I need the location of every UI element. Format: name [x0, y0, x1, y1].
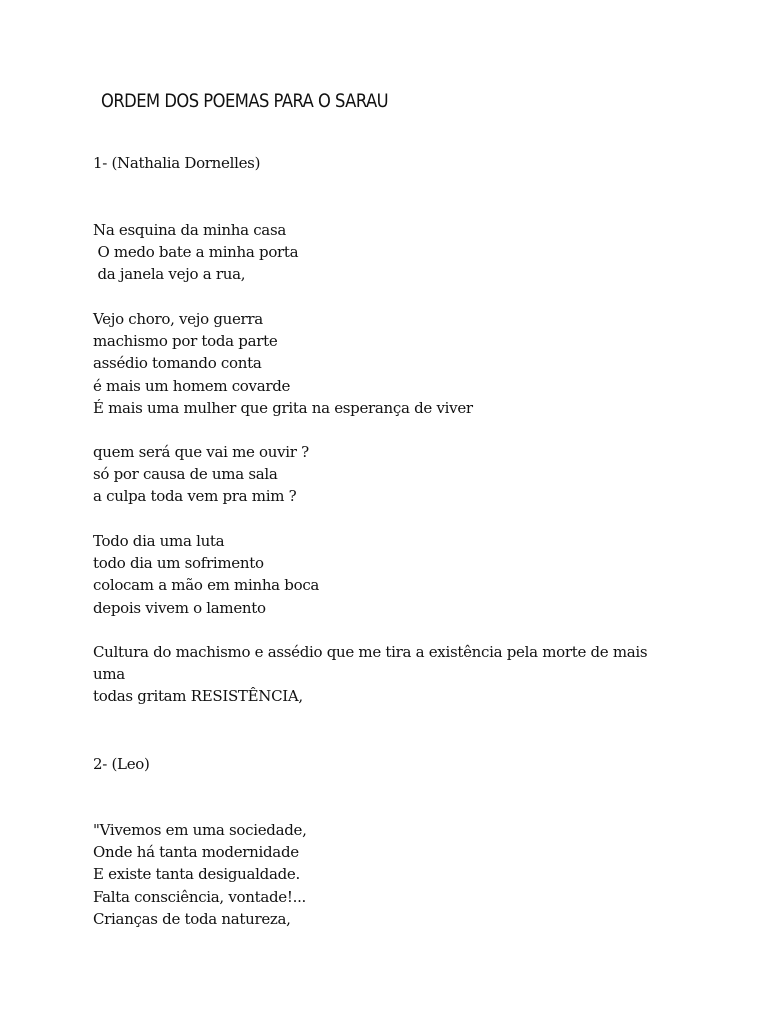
- poem-line: da janela vejo a rua,: [93, 265, 246, 284]
- poem-line: a culpa toda vem pra mim ?: [93, 487, 297, 506]
- poem-1-stanza-5: [93, 641, 673, 708]
- poem-line: assédio tomando conta: [93, 354, 262, 373]
- poem-line: todas gritam RESISTÊNCIA,: [93, 687, 303, 706]
- poem-2-heading: 2- (Leo): [93, 755, 150, 773]
- poem-line: só por causa de uma sala: [93, 465, 278, 484]
- poem-1-stanza-2: [93, 308, 473, 419]
- poem-1-stanza-3: [93, 441, 309, 508]
- poem-line: Na esquina da minha casa: [93, 221, 286, 239]
- document-title: ORDEM DOS POEMAS PARA O SARAU: [101, 90, 389, 112]
- poem-line: Onde há tanta modernidade: [93, 843, 299, 862]
- poem-1-stanza-1: [93, 219, 298, 286]
- poem-line: Crianças de toda natureza,: [93, 909, 291, 928]
- poem-line: todo dia um sofrimento: [93, 554, 264, 573]
- poem-line: depois vivem o lamento: [93, 598, 266, 617]
- poem-line: O medo bate a minha porta: [93, 243, 299, 262]
- poem-line: machismo por toda parte: [93, 332, 278, 351]
- poem-line: Todo dia uma luta: [93, 532, 225, 550]
- poem-line: "Vivemos em uma sociedade,: [93, 821, 307, 839]
- poem-line: E existe tanta desigualdade.: [93, 865, 300, 884]
- poem-1-stanza-4: [93, 530, 319, 619]
- poem-line: é mais um homem covarde: [93, 376, 291, 395]
- poem-line: Vejo choro, vejo guerra: [93, 310, 263, 328]
- poem-2-stanza-1: [93, 819, 307, 930]
- poem-line: Cultura do machismo e assédio que me tira a existência pela morte de mais uma: [93, 643, 648, 684]
- poem-line: Falta consciência, vontade!...: [93, 887, 307, 906]
- poem-line: É mais uma mulher que grita na esperança de viver: [93, 398, 473, 417]
- poem-1-heading: 1- (Nathalia Dornelles): [93, 154, 261, 172]
- poem-line: colocam a mão em minha boca: [93, 576, 320, 595]
- poem-line: quem será que vai me ouvir ?: [93, 443, 309, 461]
